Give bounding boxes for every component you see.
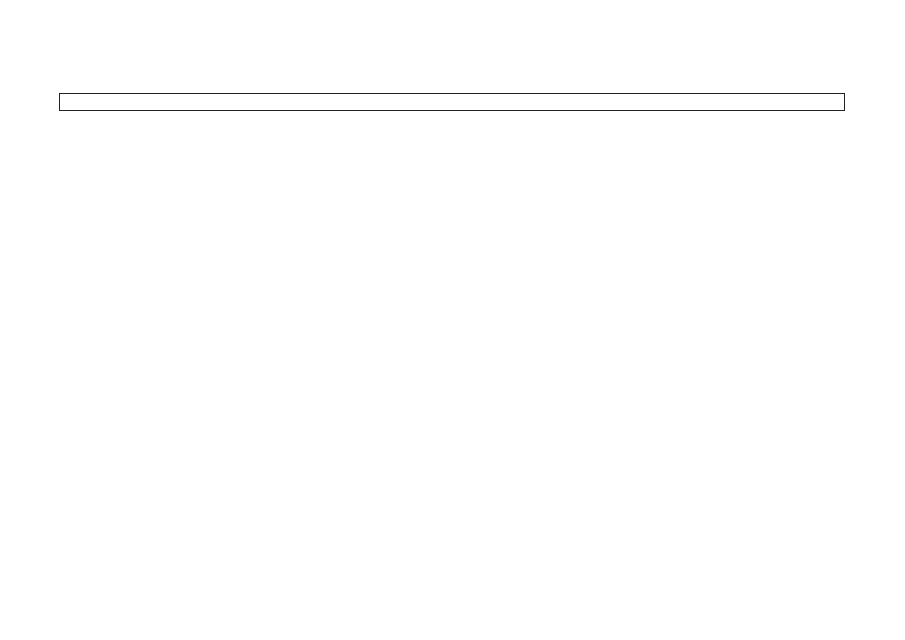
table-header-row <box>59 93 845 111</box>
